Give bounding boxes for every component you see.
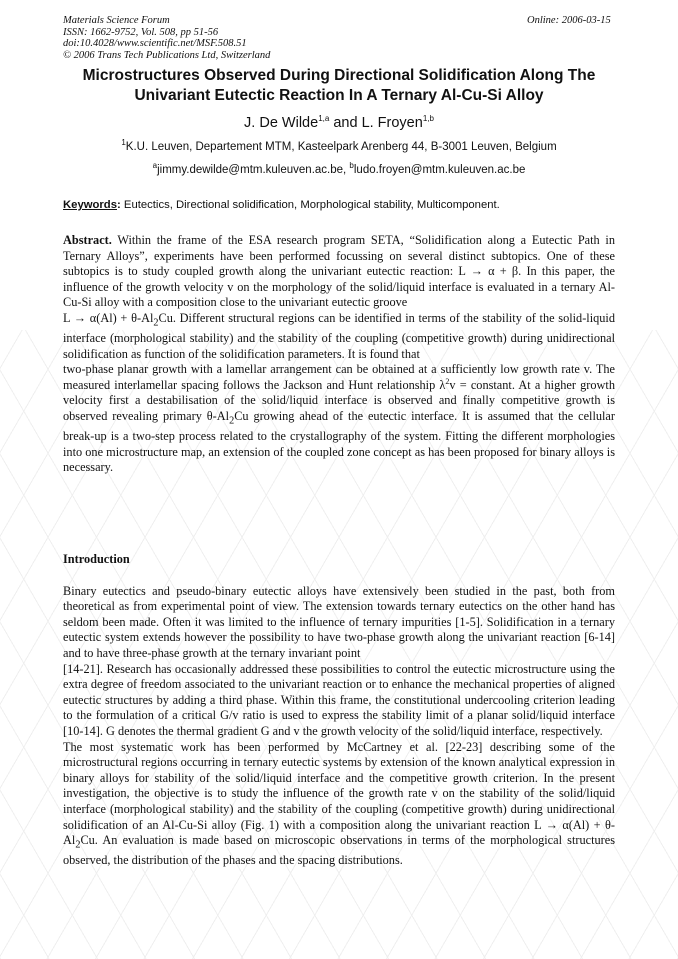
email-line: [40, 161, 638, 176]
email-b: ludo.froyen@mtm.kuleuven.ac.be: [353, 164, 526, 176]
abstract: [63, 233, 615, 476]
doi-line: doi:10.4028/www.scientific.net/MSF.508.51: [63, 38, 247, 49]
affiliation-text: K.U. Leuven, Departement MTM, Kasteelpark Arenberg 44, B-3001 Leuven, Belgium: [125, 141, 557, 153]
email-a: jimmy.dewilde@mtm.kuleuven.ac.be,: [157, 164, 350, 176]
introduction-paragraph-1: Binary eutectics and pseudo-binary eutectic alloys have extensively been studied in the past, both from theoretical as from experimental point of view. The extension towards ternary eutectics on the other hand has seldom been made. Often it was limited to the influence of ternary impurities [1-5]. Solidification in a ternary eutectic system extends however the possibility to have two-phase growth along the univariant reaction [6-14] and to have three-phase growth at the ternary invariant point: [63, 583, 615, 660]
author-1: J. De Wilde: [244, 115, 319, 131]
author-2-affil-mark: 1,b: [422, 114, 434, 124]
introduction-paragraph-2: [14-21]. Research has occasionally addressed these possibilities to control the eutectic microstructure using the extra degree of freedom associated to the univariant reaction or to enhance the mechanical properties of aligned eutectic structures by adding a third phase. Within this frame, the constitutional undercooling criterion leading to the formulation of a critical G/v ratio is used to express the stability limit of a planar solid/liquid interface [10-14]. G denotes the thermal gradient G and v the growth velocity of the solid/liquid interface, respectively.: [63, 661, 615, 738]
abstract-label: Abstract.: [63, 233, 112, 247]
introduction-section: [63, 552, 615, 869]
introduction-paragraph-3: The most systematic work has been performed by McCartney et al. [22-23] describing some of the microstructural regions occurring in ternary eutectic systems by extension of the known analytical expression in binary alloys for stability of the solid/liquid interface and the competitive growth criterion. In the present investigation, the objective is to study the influence of the growth rate v on the stability of the solid/liquid interface (morphological stability) and the stability of the coupling (competitive growth) during unidirectional solidification of an Al-Cu-Si alloy (Fig. 1) with a composition along the univariant reaction $L \to \alpha(Al) + \theta-Al_2Cu$. An evaluation is made based on microscopic observations in terms of the morphological structures observed, the distribution of the phases and the spacing distributions.: [63, 739, 615, 868]
keywords-colon: :: [117, 199, 124, 211]
author-line: [50, 115, 628, 131]
keywords-label: Keywords: [63, 199, 117, 211]
copyright-line: © 2006 Trans Tech Publications Ltd, Switzerland: [63, 49, 271, 61]
email-b-mark: b: [349, 161, 354, 171]
email-a-mark: a: [152, 161, 158, 171]
author-connector: and: [329, 115, 362, 131]
keywords-text: Eutectics, Directional solidification, Morphological stability, Multicomponent.: [123, 199, 500, 211]
paper-title: Microstructures Observed During Directional Solidification Along The Univariant Eutectic Reaction In A Ternary Al-Cu-Si Alloy: [82, 67, 596, 104]
issn-line: ISSN: 1662-9752, Vol. 508, pp 51-56: [63, 26, 219, 38]
journal-name: Materials Science Forum: [63, 15, 170, 26]
affiliation: [40, 138, 638, 153]
introduction-heading: Introduction: [63, 552, 130, 566]
author-1-affil-mark: 1,a: [318, 114, 330, 124]
abstract-paragraph-2: $L \to \alpha(Al) + \theta-Al_2Cu$. Different structural regions can be identified in terms of the stability of the solid-liquid interface (morphological stability) and the stability of the coupling (competitive growth) during unidirectional solidification as function of the solidification parameters. It is found that: [63, 310, 615, 361]
online-date: Online: 2006-03-15: [527, 15, 611, 26]
keywords: [63, 199, 623, 211]
abstract-paragraph-1: Abstract. Within the frame of the ESA research program SETA, “Solidification along a Eutectic Path in Ternary Alloys”, experiments have been performed focussing on several distinct subtopics. One of these subtopics is to study coupled growth along the univariant eutectic reaction: L → α + β. In this paper, the influence of the growth velocity v on the morphology of the solid/liquid interface is evaluated in a ternary Al-Cu-Si alloy with a composition close to the univariant eutectic groove: [63, 233, 615, 310]
affiliation-mark: 1: [121, 138, 126, 148]
journal-header: [63, 15, 270, 61]
author-2: L. Froyen: [361, 115, 423, 131]
abstract-paragraph-3: two-phase planar growth with a lamellar arrangement can be obtained at a sufficiently low growth rate v. The measured interlamellar spacing follows the Jackson and Hunt relationship $\lambda^2v$ = constant. At a higher growth velocity first a destabilisation of the solid/liquid interface is observed and finally competitive growth is observed revealing primary $\theta-Al_2Cu$ growing ahead of the eutectic interface. It is assumed that the cellular break-up is a two-step process related to the crystallography of the system. Fitting the different morphologies into one microstructure map, an extension of the coupled zone concept as has been proposed for binary alloys is necessary.: [63, 362, 615, 475]
